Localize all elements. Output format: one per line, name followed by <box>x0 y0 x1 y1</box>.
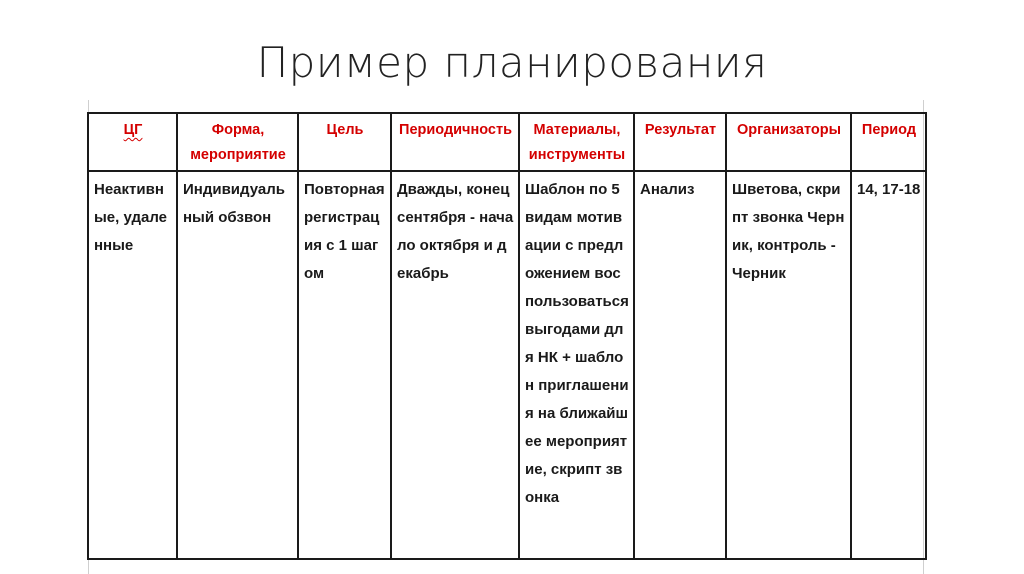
header-organizers: Организаторы <box>726 113 851 171</box>
header-goal: Цель <box>298 113 391 171</box>
cell-result: Анализ <box>634 171 726 559</box>
cell-goal: Повторная регистрация с 1 шагом <box>298 171 391 559</box>
header-cg: ЦГ <box>88 113 177 171</box>
cell-materials: Шаблон по 5 видам мотивации с предложением воспользоваться выгодами для НК + шаблон приглашения на ближайшее мероприятие, скрипт звонка <box>519 171 634 559</box>
planning-table <box>87 112 927 560</box>
cell-frequency: Дважды, конец сентября - начало октября и декабрь <box>391 171 519 559</box>
header-materials: Материалы, инструменты <box>519 113 634 171</box>
cell-period: 14, 17-18 <box>851 171 926 559</box>
header-frequency: Периодичность <box>391 113 519 171</box>
table-row <box>88 171 926 559</box>
cell-form: Индивидуальный обзвон <box>177 171 298 559</box>
table-header-row <box>88 113 926 171</box>
cell-organizers: Шветова, скрипт звонка Черник, контроль - Черник <box>726 171 851 559</box>
cell-cg: Неактивные, удаленные <box>88 171 177 559</box>
slide-title: Пример планирования <box>256 38 768 87</box>
header-result: Результат <box>634 113 726 171</box>
header-period: Период <box>851 113 926 171</box>
header-form: Форма, мероприятие <box>177 113 298 171</box>
